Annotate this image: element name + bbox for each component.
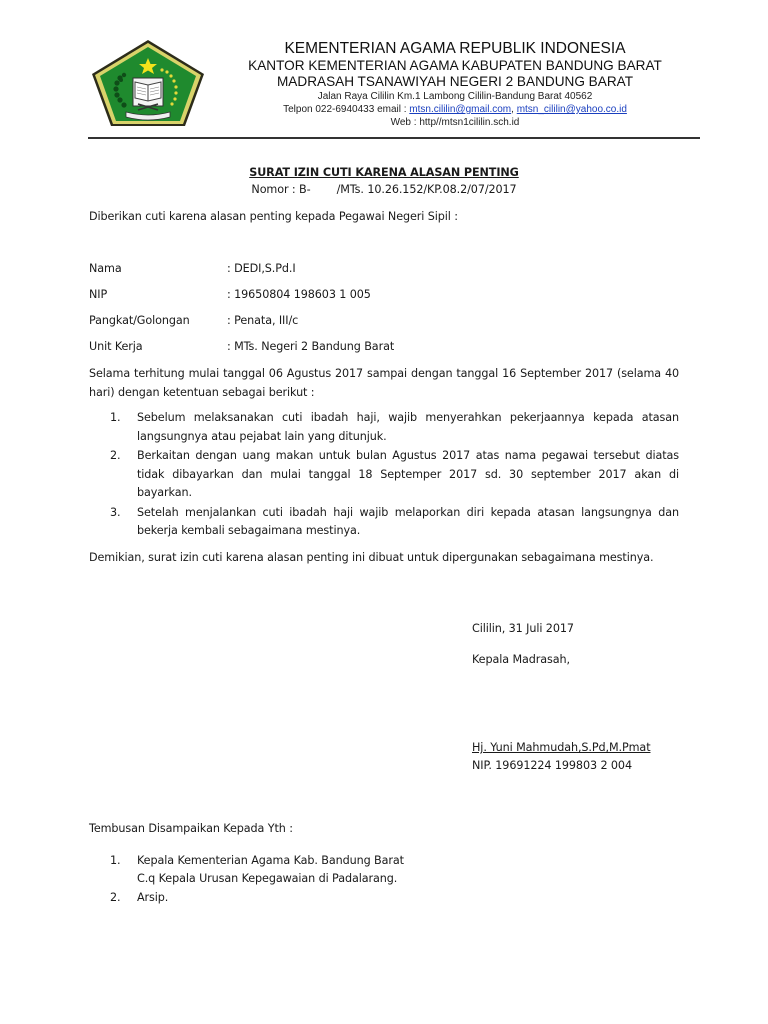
field-label: Pangkat/Golongan <box>89 314 190 327</box>
email-link-yahoo[interactable]: mtsn_cililin@yahoo.co.id <box>516 104 627 115</box>
list-text: Setelah menjalankan cuti ibadah haji wajib melaporkan diri kepada atasan langsungnya dan bekerja kembali sebagaimana mestinya. <box>137 505 679 537</box>
list-number: 2. <box>110 449 121 462</box>
contact-line <box>210 103 700 116</box>
list-text-line1: Kepala Kementerian Agama Kab. Bandung Barat <box>137 854 404 867</box>
nomor-prefix: Nomor : B- <box>251 183 311 196</box>
nomor-suffix: /MTs. 10.26.152/KP.08.2/07/2017 <box>336 183 517 196</box>
ministry-name: KEMENTERIAN AGAMA REPUBLIK INDONESIA <box>284 40 626 57</box>
list-number: 2. <box>110 891 121 904</box>
signatory-nip: NIP. 19691224 199803 2 004 <box>472 759 632 772</box>
letterhead-divider <box>88 137 700 139</box>
document-title: SURAT IZIN CUTI KARENA ALASAN PENTING <box>249 166 519 179</box>
list-number: 3. <box>110 505 121 519</box>
field-label: Nama <box>89 262 122 275</box>
field-value: : Penata, III/c <box>227 314 299 327</box>
tembusan-title: Tembusan Disampaikan Kepada Yth : <box>89 822 293 835</box>
list-item <box>110 504 679 541</box>
list-text: Sebelum melaksanakan cuti ibadah haji, wajib menyerahkan pekerjaannya kepada atasan langsungnya atau pejabat lain yang ditunjuk. <box>137 411 679 443</box>
list-text-line2: C.q Kepala Urusan Kepegawaian di Padalarang. <box>137 872 398 885</box>
website: Web : http//mtsn1cililin.sch.id <box>390 117 520 128</box>
address: Jalan Raya Cililin Km.1 Lambong Cililin-Bandung Barat 40562 <box>317 91 593 102</box>
list-item <box>110 889 510 907</box>
intro-text: Diberikan cuti karena alasan penting kepada Pegawai Negeri Sipil : <box>89 210 458 223</box>
signatory-name: Hj. Yuni Mahmudah,S.Pd,M.Pmat <box>472 741 651 754</box>
list-text: Berkaitan dengan uang makan untuk bulan Agustus 2017 atas nama pegawai tersebut diatas tidak dibayarkan dan mulai tanggal 18 Septemper 2017 sd. 30 september 2017 akan di bayarkan. <box>137 449 679 499</box>
list-item <box>110 852 510 888</box>
signature-place-date: Cililin, 31 Juli 2017 <box>472 622 574 635</box>
list-text-line1: Arsip. <box>137 891 169 904</box>
signature-position: Kepala Madrasah, <box>472 653 570 666</box>
period-paragraph: Selama terhitung mulai tanggal 06 Agustus 2017 sampai dengan tanggal 16 September 2017 (selama 40 hari) dengan ketentuan sebagai berikut : <box>89 367 679 399</box>
document-number <box>0 183 768 196</box>
field-value: : 19650804 198603 1 005 <box>227 288 371 301</box>
list-number: 1. <box>110 854 121 867</box>
field-label: Unit Kerja <box>89 340 143 353</box>
email-link-gmail[interactable]: mtsn.cililin@gmail.com <box>409 104 512 115</box>
phone: Telpon 022-6940433 email : <box>283 104 410 115</box>
school-name: MADRASAH TSANAWIYAH NEGERI 2 BANDUNG BARAT <box>276 74 633 89</box>
field-value: : DEDI,S.Pd.I <box>227 262 296 275</box>
list-item <box>110 409 679 446</box>
letterhead-text <box>210 40 700 129</box>
list-item <box>110 447 679 503</box>
closing-paragraph: Demikian, surat izin cuti karena alasan penting ini dibuat untuk dipergunakan sebagaimana mestinya. <box>89 551 654 564</box>
field-value: : MTs. Negeri 2 Bandung Barat <box>227 340 395 353</box>
list-number: 1. <box>110 411 121 424</box>
tembusan-list <box>110 852 510 908</box>
conditions-list <box>110 409 679 542</box>
field-label: NIP <box>89 288 108 301</box>
kementerian-agama-emblem-icon <box>90 38 206 128</box>
email-separator: , <box>511 104 517 115</box>
office-name: KANTOR KEMENTERIAN AGAMA KABUPATEN BANDUNG BARAT <box>248 58 662 73</box>
